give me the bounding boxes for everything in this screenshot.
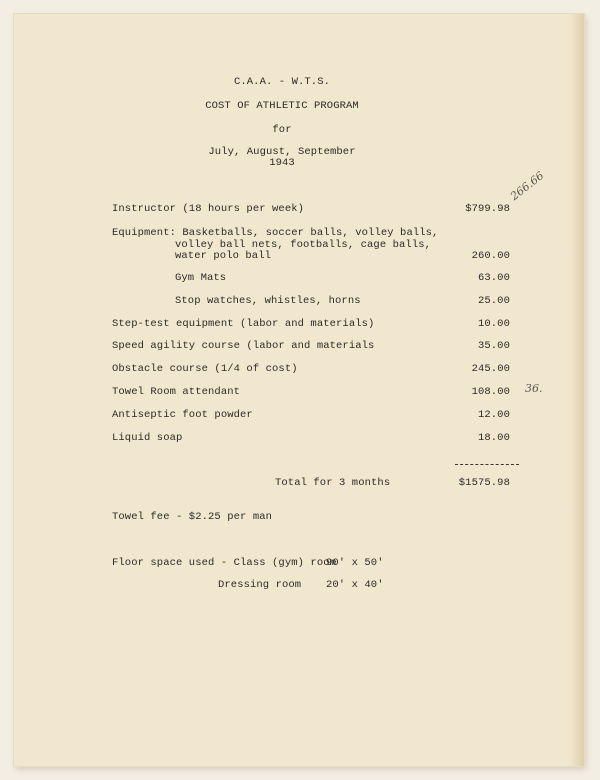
item-amount: 245.00	[471, 363, 510, 375]
item-label: Liquid soap	[112, 432, 183, 444]
item-label: Instructor (18 hours per week)	[112, 203, 305, 215]
handwritten-note: 266.66	[507, 169, 547, 203]
item-amount: 63.00	[477, 272, 510, 284]
item-label: Step-test equipment (labor and materials)	[112, 318, 375, 330]
handwritten-note: 36.	[525, 382, 543, 395]
item-label: Towel Room attendant	[112, 386, 241, 398]
item-amount: 35.00	[477, 340, 510, 352]
floor-space-value: 90' x 50'	[326, 557, 384, 569]
towel-fee: Towel fee - $2.25 per man	[112, 511, 273, 523]
item-label: Gym Mats	[175, 272, 227, 284]
item-label: Equipment: Basketballs, soccer balls, volley balls,	[112, 227, 439, 239]
title-for: for	[272, 124, 292, 136]
item-label: Stop watches, whistles, horns	[175, 295, 361, 307]
item-label: water polo ball	[175, 250, 272, 262]
item-label: Antiseptic foot powder	[112, 409, 253, 421]
item-label: volley ball nets, footballs, cage balls,	[175, 239, 432, 251]
period-year: 1943	[269, 157, 295, 169]
item-amount: $799.98	[465, 203, 510, 215]
document-title: COST OF ATHLETIC PROGRAM	[205, 100, 359, 112]
org-heading: C.A.A. - W.T.S.	[233, 76, 330, 88]
dressing-room-label: Dressing room	[218, 579, 302, 591]
floor-space-label: Floor space used - Class (gym) room	[112, 557, 337, 569]
item-amount: 10.00	[477, 318, 510, 330]
item-label: Speed agility course (labor and materials	[112, 340, 375, 352]
total-label: Total for 3 months	[275, 477, 391, 489]
paper-stain	[570, 14, 584, 766]
item-amount: 18.00	[477, 432, 510, 444]
item-amount: 12.00	[477, 409, 510, 421]
item-amount: 260.00	[471, 250, 510, 262]
total-rule	[455, 464, 519, 465]
item-amount: 25.00	[477, 295, 510, 307]
dressing-room-value: 20' x 40'	[326, 579, 384, 591]
total-amount: $1575.98	[458, 477, 510, 489]
item-amount: 108.00	[471, 386, 510, 398]
item-label: Obstacle course (1/4 of cost)	[112, 363, 298, 375]
period-months: July, August, September	[208, 146, 356, 158]
